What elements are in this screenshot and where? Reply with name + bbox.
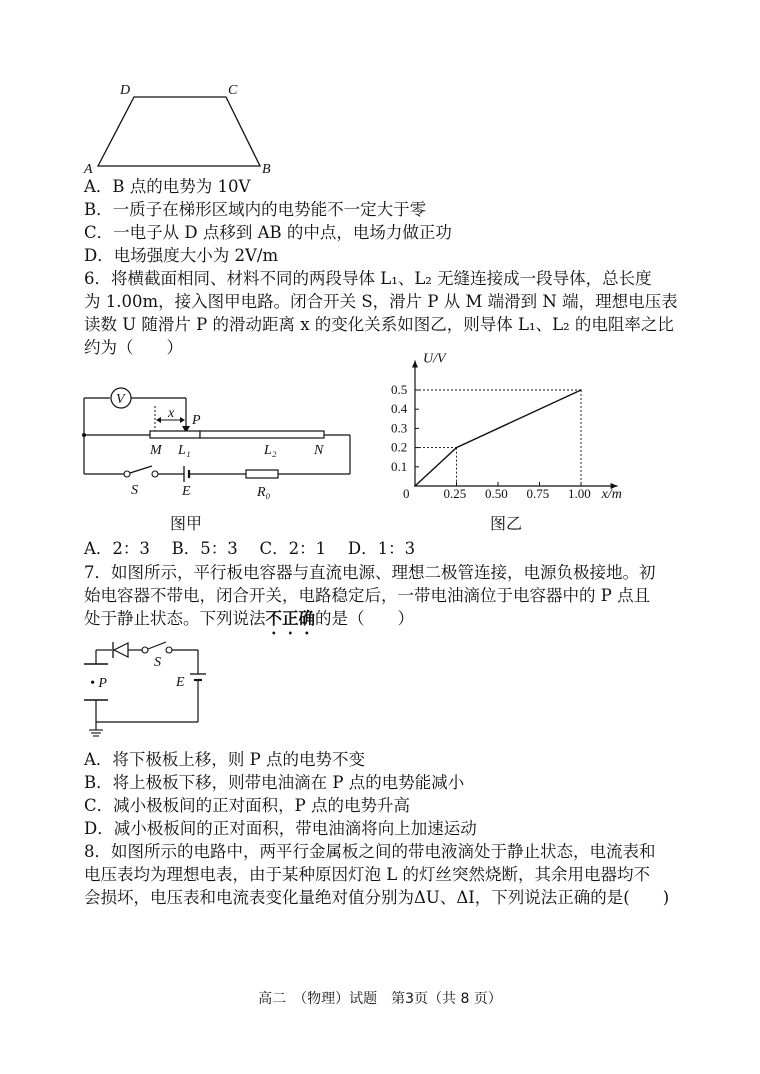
y-tick-label: 0.4 [391,401,408,417]
fig-b-caption: 图乙 [490,514,523,533]
label-v: V [116,392,125,407]
label-l2: L₂ [264,443,277,458]
origin-label: 0 [403,486,410,501]
label-s: S [131,483,138,498]
y-tick-label: 0.2 [391,439,408,455]
switch-s-q7 [148,642,166,649]
y-axis-arrow [412,360,418,367]
q6-line-3: 读数 U 随滑片 P 的滑动距离 x 的变化关系如图乙，则导体 L₁、L₂ 的电阻率之比 [84,315,674,334]
chart-fig-b [0,0,760,530]
q5-option-d: D．电场强度大小为 2V/m [84,246,279,265]
y-tick-label: 0.1 [391,458,408,474]
label-m: M [150,443,162,458]
q7-option-a: A．将下极板上移，则 P 点的电势不变 [84,750,366,769]
label-s-q7: S [154,655,161,670]
diode-icon [114,643,128,657]
label-n: N [314,443,324,458]
x-tick-label: 1.00 [568,486,591,501]
y-axis-label: U/V [423,351,446,367]
q7-line-1: 7．如图所示，平行板电容器与直流电源、理想二极管连接，电源负极接地。初 [84,563,656,582]
label-c: C [228,83,238,98]
q7-line-3-pre: 处于静止状态。下列说法 [84,609,266,628]
q7-line-3-post: 的是（ ） [315,609,414,628]
label-p-q7: • P [90,676,107,691]
page-footer: 高二 （物理）试题 第3页（共 8 页） [258,991,502,1007]
label-b: B [262,162,271,177]
label-l1: L₁ [178,443,191,458]
y-tick-label: 0.3 [391,420,408,436]
q6-options: A．2：3 B．5：3 C．2：1 D．1：3 [84,539,416,558]
q7-emphasis: 不正确 [265,609,315,628]
data-point [456,447,458,449]
q8-line-1: 8．如图所示的电路中，两平行金属板之间的带电液滴处于静止状态，电流表和 [84,842,656,861]
series-line [415,390,581,486]
label-p: P [192,413,201,428]
label-a: A [84,162,93,177]
q8-line-2: 电压表均为理想电表，由于某种原因灯泡 L 的灯丝突然烧断，其余用电器均不 [84,865,650,884]
data-point [580,389,582,391]
q7-option-c: C．减小极板间的正对面积，P 点的电势升高 [84,796,410,815]
x-tick-label: 0.75 [526,486,550,501]
q6-line-1: 6．将横截面相同、材料不同的两段导体 L₁、L₂ 无缝连接成一段导体，总长度 [84,269,652,288]
label-r0: R₀ [257,485,271,500]
fig-a-caption: 图甲 [170,514,203,533]
label-e-q7: E [176,675,185,690]
q8-line-3: 会损坏，电压表和电流表变化量绝对值分别为ΔU、ΔI，下列说法正确的是( ) [84,888,670,907]
q7-line-2: 始电容器不带电，闭合开关，电路稳定后，一带电油滴位于电容器中的 P 点且 [84,586,651,605]
x-tick-label: 0.50 [485,486,508,501]
x-tick-label: 0.25 [443,486,467,501]
q5-option-a: A．B 点的电势为 10V [84,177,251,196]
q6-line-4: 约为（ ） [84,338,183,357]
label-d: D [120,83,131,98]
circuit-q7 [0,630,260,750]
q5-option-c: C．一电子从 D 点移到 AB 的中点，电场力做正功 [84,223,452,242]
label-x: x [168,406,175,421]
q7-option-b: B．将上极板下移，则带电油滴在 P 点的电势能减小 [84,773,465,792]
q7-option-d: D．减小极板间的正对面积，带电油滴将向上加速运动 [84,819,477,838]
label-e: E [182,484,191,499]
q6-line-2: 为 1.00m，接入图甲电路。闭合开关 S，滑片 P 从 M 端滑到 N 端，理想电压表 [84,292,678,311]
x-axis-label: x/m [601,487,622,502]
y-tick-label: 0.5 [391,382,408,397]
data-point [414,485,416,487]
q5-option-b: B．一质子在梯形区域内的电势能不一定大于零 [84,200,427,219]
